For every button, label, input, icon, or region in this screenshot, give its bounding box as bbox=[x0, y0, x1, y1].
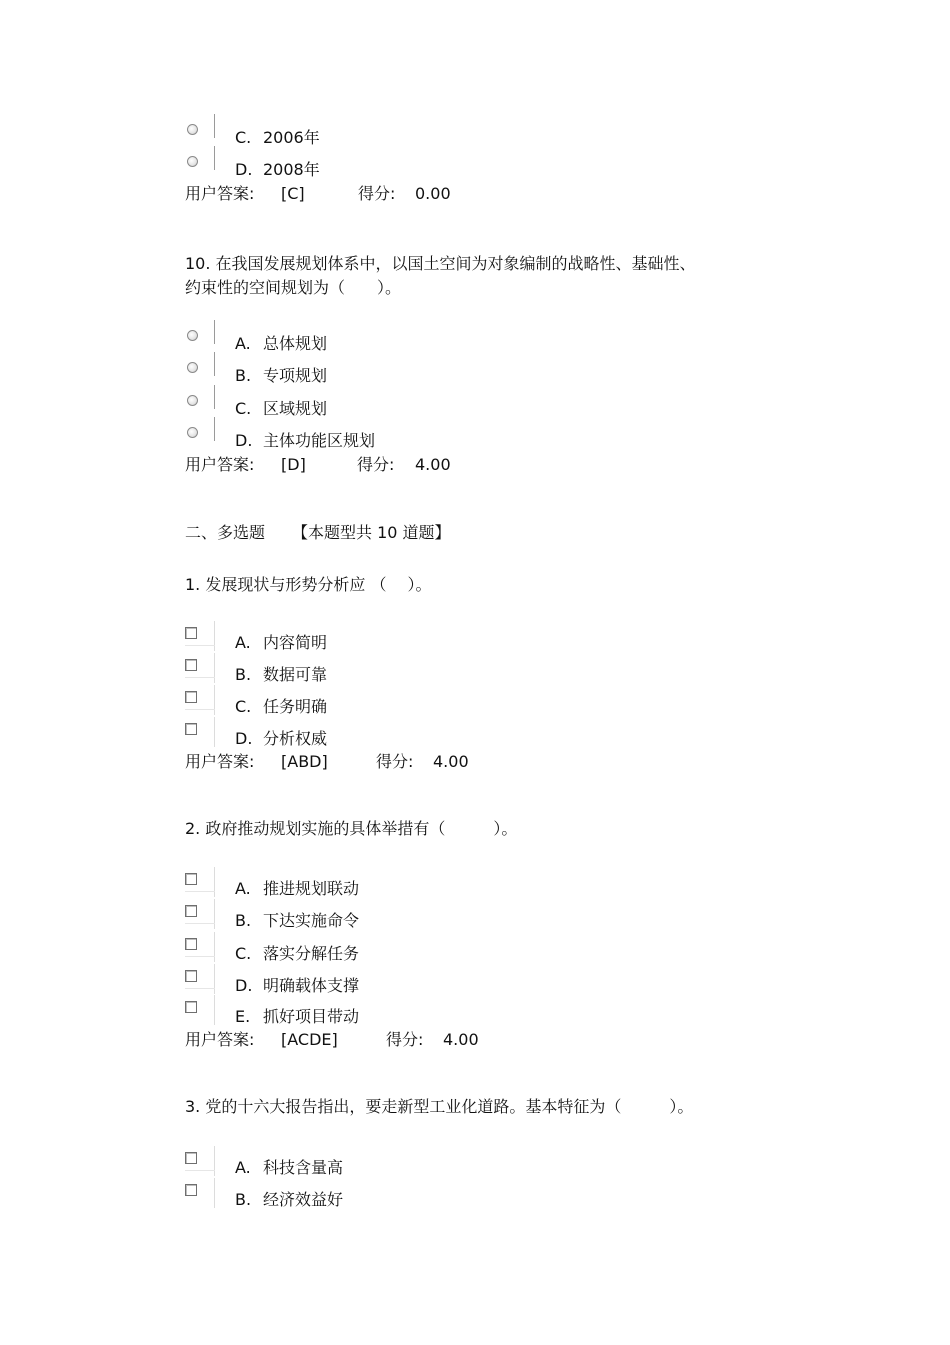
option-text: 科技含量高 bbox=[263, 1158, 344, 1177]
section-question-count: 【本题型共 10 道题】 bbox=[292, 523, 451, 542]
score-value: 4.00 bbox=[433, 752, 469, 771]
checkbox[interactable] bbox=[185, 627, 197, 639]
option-divider bbox=[214, 964, 215, 994]
cell-divider bbox=[185, 645, 215, 646]
option-divider bbox=[214, 653, 215, 683]
option-divider bbox=[214, 867, 215, 897]
option-letter: B. bbox=[235, 911, 252, 930]
answer-label: 用户答案: bbox=[185, 752, 255, 771]
option-divider bbox=[214, 1146, 215, 1176]
option-text: 明确载体支撑 bbox=[263, 976, 360, 995]
option-divider bbox=[214, 621, 215, 651]
option-text: 任务明确 bbox=[263, 697, 328, 716]
option-divider bbox=[214, 995, 215, 1025]
option-text: 专项规划 bbox=[263, 366, 328, 385]
radio-button[interactable] bbox=[187, 124, 198, 135]
section-title: 二、多选题 bbox=[185, 523, 266, 542]
option-letter: D. bbox=[235, 160, 253, 179]
m1-option-b[interactable] bbox=[185, 659, 685, 687]
option-divider bbox=[214, 146, 215, 170]
m2-option-a[interactable] bbox=[185, 873, 685, 901]
score-label: 得分: bbox=[386, 1030, 424, 1049]
m1-option-c[interactable] bbox=[185, 691, 685, 719]
score-label: 得分: bbox=[358, 184, 396, 203]
answer-label: 用户答案: bbox=[185, 184, 255, 203]
option-letter: B. bbox=[235, 1190, 252, 1209]
option-text: 推进规划联动 bbox=[263, 879, 360, 898]
cell-divider bbox=[185, 709, 215, 710]
option-text: 内容简明 bbox=[263, 633, 328, 652]
option-divider bbox=[214, 417, 215, 441]
option-text: 2008年 bbox=[263, 160, 320, 179]
q10-option-c[interactable] bbox=[185, 393, 685, 421]
option-text: 落实分解任务 bbox=[263, 944, 360, 963]
m2-option-c[interactable] bbox=[185, 938, 685, 966]
m2-option-e[interactable] bbox=[185, 1001, 685, 1029]
cell-divider bbox=[185, 1170, 215, 1171]
checkbox[interactable] bbox=[185, 1001, 197, 1013]
option-text: 分析权威 bbox=[263, 729, 328, 748]
answer-label: 用户答案: bbox=[185, 455, 255, 474]
option-text: 总体规划 bbox=[263, 334, 328, 353]
option-letter: A. bbox=[235, 1158, 251, 1177]
option-text: 抓好项目带动 bbox=[263, 1007, 360, 1026]
q9-option-d[interactable] bbox=[185, 154, 685, 182]
option-divider bbox=[214, 717, 215, 747]
q10-option-b[interactable] bbox=[185, 360, 685, 388]
m1-option-d[interactable] bbox=[185, 723, 685, 751]
answer-value: [D] bbox=[281, 455, 306, 474]
option-letter: B. bbox=[235, 665, 252, 684]
radio-button[interactable] bbox=[187, 156, 198, 167]
option-divider bbox=[214, 932, 215, 962]
q10-option-a[interactable] bbox=[185, 328, 685, 356]
option-divider bbox=[214, 899, 215, 929]
checkbox[interactable] bbox=[185, 723, 197, 735]
cell-divider bbox=[185, 923, 215, 924]
checkbox[interactable] bbox=[185, 659, 197, 671]
answer-value: [ACDE] bbox=[281, 1030, 338, 1049]
checkbox[interactable] bbox=[185, 970, 197, 982]
option-letter: C. bbox=[235, 399, 252, 418]
option-letter: E. bbox=[235, 1007, 251, 1026]
m2-option-b[interactable] bbox=[185, 905, 685, 933]
cell-divider bbox=[185, 677, 215, 678]
m2-option-d[interactable] bbox=[185, 970, 685, 998]
cell-divider bbox=[185, 891, 215, 892]
radio-button[interactable] bbox=[187, 427, 198, 438]
radio-button[interactable] bbox=[187, 362, 198, 373]
checkbox[interactable] bbox=[185, 905, 197, 917]
option-divider bbox=[214, 385, 215, 409]
m1-option-a[interactable] bbox=[185, 627, 685, 655]
cell-divider bbox=[185, 956, 215, 957]
radio-button[interactable] bbox=[187, 395, 198, 406]
option-letter: C. bbox=[235, 128, 252, 147]
score-label: 得分: bbox=[357, 455, 395, 474]
option-letter: B. bbox=[235, 366, 252, 385]
option-letter: D. bbox=[235, 976, 253, 995]
q10-option-d[interactable] bbox=[185, 425, 685, 453]
option-letter: A. bbox=[235, 334, 251, 353]
answer-value: [C] bbox=[281, 184, 305, 203]
option-letter: C. bbox=[235, 944, 252, 963]
radio-button[interactable] bbox=[187, 330, 198, 341]
answer-value: [ABD] bbox=[281, 752, 328, 771]
checkbox[interactable] bbox=[185, 1184, 197, 1196]
option-letter: D. bbox=[235, 431, 253, 450]
option-divider bbox=[214, 320, 215, 344]
m1-question: 1. 发展现状与形势分析应 （ ）。 bbox=[185, 575, 432, 594]
option-divider bbox=[214, 685, 215, 715]
m3-question: 3. 党的十六大报告指出，要走新型工业化道路。基本特征为（ ）。 bbox=[185, 1097, 694, 1116]
score-value: 4.00 bbox=[415, 455, 451, 474]
option-divider bbox=[214, 352, 215, 376]
score-label: 得分: bbox=[376, 752, 414, 771]
checkbox[interactable] bbox=[185, 938, 197, 950]
cell-divider bbox=[185, 988, 215, 989]
option-text: 2006年 bbox=[263, 128, 320, 147]
checkbox[interactable] bbox=[185, 1152, 197, 1164]
m3-option-b[interactable] bbox=[185, 1184, 685, 1212]
m3-option-a[interactable] bbox=[185, 1152, 685, 1180]
option-text: 区域规划 bbox=[263, 399, 328, 418]
option-divider bbox=[214, 1178, 215, 1208]
score-value: 4.00 bbox=[443, 1030, 479, 1049]
checkbox[interactable] bbox=[185, 691, 197, 703]
option-letter: A. bbox=[235, 879, 251, 898]
option-divider bbox=[214, 114, 215, 138]
option-text: 数据可靠 bbox=[263, 665, 328, 684]
m2-question: 2. 政府推动规划实施的具体举措有（ ）。 bbox=[185, 819, 518, 838]
option-letter: C. bbox=[235, 697, 252, 716]
q9-option-c[interactable] bbox=[185, 122, 685, 150]
q10-question-line1: 10. 在我国发展规划体系中，以国土空间为对象编制的战略性、基础性、 bbox=[185, 254, 696, 273]
answer-label: 用户答案: bbox=[185, 1030, 255, 1049]
option-text: 经济效益好 bbox=[263, 1190, 344, 1209]
option-text: 下达实施命令 bbox=[263, 911, 360, 930]
score-value: 0.00 bbox=[415, 184, 451, 203]
checkbox[interactable] bbox=[185, 873, 197, 885]
option-letter: A. bbox=[235, 633, 251, 652]
q10-question-line2: 约束性的空间规划为（ ）。 bbox=[185, 278, 402, 297]
option-text: 主体功能区规划 bbox=[263, 431, 376, 450]
option-letter: D. bbox=[235, 729, 253, 748]
